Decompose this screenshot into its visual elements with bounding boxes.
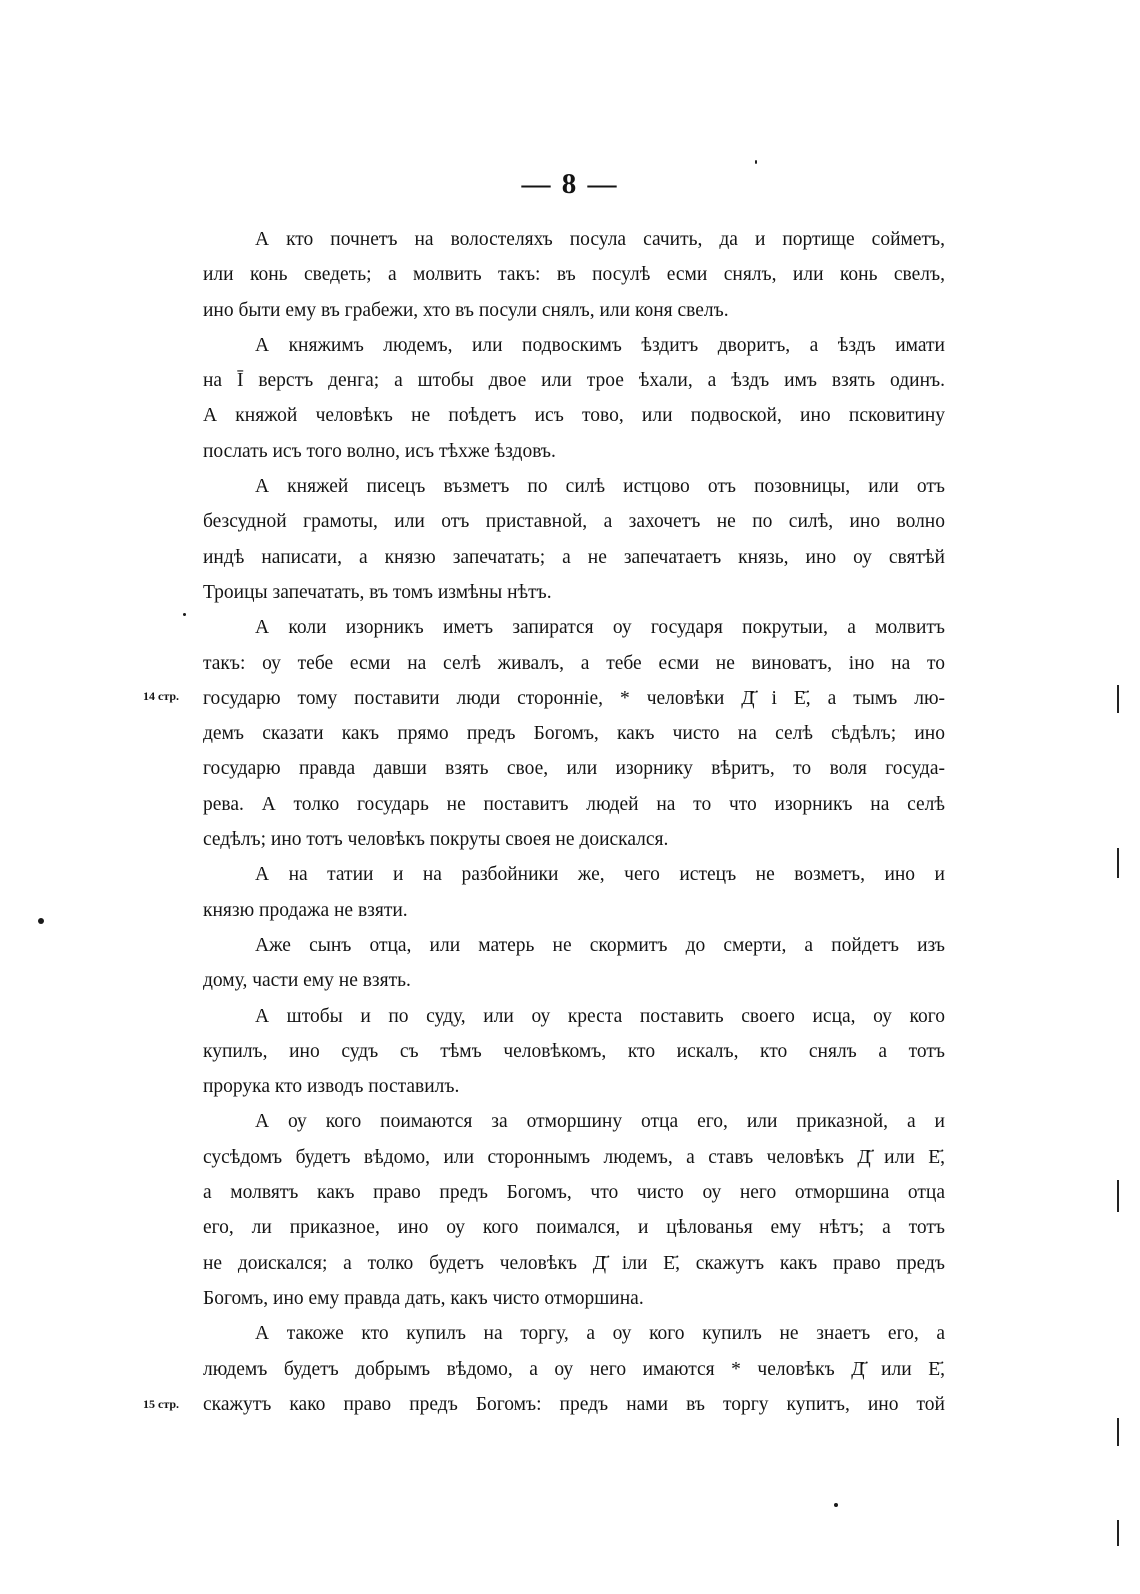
scan-speck <box>183 613 186 616</box>
scan-edge-mark <box>1117 1180 1119 1212</box>
text-line: его, ли приказное, ино оу кого поимался, и цѣлованья ему нѣтъ; а тотъ <box>203 1217 945 1239</box>
scan-speck <box>834 1503 838 1507</box>
scan-speck <box>38 918 44 924</box>
text-line: рева. А толко государь не поставитъ людей на то что изорникъ на селѣ <box>203 793 945 815</box>
text-line: Богомъ, ино ему правда дать, какъ чисто отморшина. <box>203 1287 644 1309</box>
text-line: людемъ будетъ добрымъ вѣдомо, а оу него имаются * человѣкъ Д҃ или Е҃, <box>203 1358 945 1380</box>
margin-note-15: 15 стр. <box>143 1397 180 1411</box>
text-line: государю тому поставити люди стороннiе, * человѣки Д҃ і Е҃, а тымъ лю- <box>203 687 945 709</box>
text-line: индѣ написати, а князю запечатать; а не запечатаетъ князь, ино оу святѣй <box>203 546 945 568</box>
text-line: не доискался; а толко будетъ человѣкъ Д҃ іли Е҃, скажутъ какъ право предъ <box>203 1252 945 1274</box>
scan-edge-mark <box>1117 1520 1119 1546</box>
text-line: или конь сведеть; а молвить такъ: въ посулѣ есми снялъ, или конь свелъ, <box>203 264 945 286</box>
text-line: Аже сынъ отца, или матерь не скормитъ до смерти, а пойдетъ изъ <box>255 934 945 956</box>
text-line: Троицы запечатать, въ томъ измѣны нѣтъ. <box>203 581 552 603</box>
text-line: А коли изорникъ иметъ запиратся оу государя покрутыи, а молвитъ <box>255 617 945 639</box>
document-body <box>203 222 945 1422</box>
scan-edge-mark <box>1117 685 1119 713</box>
text-line: государю правда давши взять свое, или изорнику вѣритъ, то воля госуда- <box>203 758 945 780</box>
text-line: демъ сказати какъ прямо предъ Богомъ, какъ чисто на селѣ сѣдѣлъ; ино <box>203 723 945 745</box>
text-line: а молвятъ какъ право предъ Богомъ, что чисто оу него отморшина отца <box>203 1182 945 1204</box>
text-line: прорука кто изводъ поставилъ. <box>203 1076 460 1098</box>
text-line: А княжей писецъ възметъ по силѣ истцово отъ позовницы, или отъ <box>255 476 945 498</box>
text-line: князю продажа не взяти. <box>203 899 408 921</box>
scan-speck <box>755 160 757 164</box>
text-line: А оу кого поимаются за отморшину отца его, или приказной, а и <box>255 1111 945 1133</box>
text-line: А штобы и по суду, или оу креста поставить своего исца, оу кого <box>255 1005 945 1027</box>
text-line: безсудной грамоты, или отъ приставной, а захочетъ не по силѣ, ино волно <box>203 511 945 533</box>
text-line: седѣлъ; ино тотъ человѣкъ покруты своея не доискался. <box>203 829 669 851</box>
text-line: на Ī верстъ денга; а штобы двое или трое ѣхали, а ѣздъ имъ взять одинъ. <box>203 370 945 392</box>
text-line: А на татии и на разбойники же, чего истецъ не возметъ, ино и <box>255 864 945 886</box>
text-line: сусѣдомъ будетъ вѣдомо, или стороннымъ людемъ, а ставъ человѣкъ Д҃ или Е҃, <box>203 1146 945 1168</box>
scan-edge-mark <box>1117 1418 1119 1446</box>
text-line: послать исъ того волно, исъ тѣхже ѣздовъ. <box>203 440 556 462</box>
text-line: А кто почнетъ на волостеляхъ посула сачить, да и портище сойметъ, <box>255 229 945 250</box>
text-line: ино быти ему въ грабежи, хто въ посули снялъ, или коня свелъ. <box>203 299 729 321</box>
text-line: такъ: оу тебе есми на селѣ живалъ, а тебе есми не виноватъ, іно на то <box>203 652 945 674</box>
page-number: — 8 — <box>521 168 619 200</box>
text-line: А княжимъ людемъ, или подвоскимъ ѣздитъ дворитъ, а ѣздъ имати <box>255 334 945 356</box>
text-line: А такоже кто купилъ на торгу, а оу кого купилъ не знаетъ его, а <box>255 1323 945 1345</box>
text-line: скажутъ како право предъ Богомъ: предъ нами въ торгу купитъ, ино той <box>203 1393 945 1415</box>
margin-note-14: 14 стр. <box>143 689 180 703</box>
text-line: дому, части ему не взять. <box>203 970 411 992</box>
text-line: купилъ, ино судъ съ тѣмъ человѣкомъ, кто искалъ, кто снялъ а тотъ <box>203 1040 945 1062</box>
scan-edge-mark <box>1117 848 1119 878</box>
text-line: А княжой человѣкъ не поѣдетъ исъ тово, или подвоской, ино псковитину <box>203 405 945 427</box>
